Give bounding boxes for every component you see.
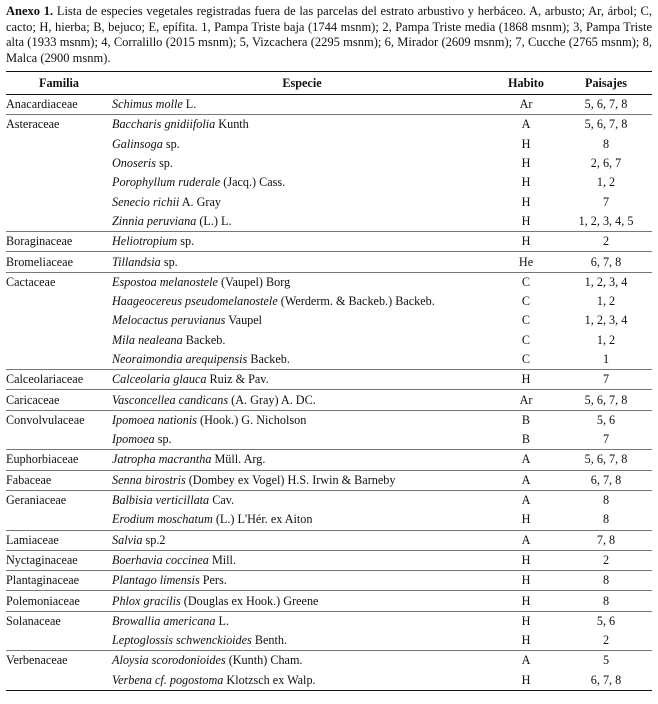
cell-especie [112,550,492,570]
cell-familia: Calceolariaceae [6,370,112,390]
cell-familia [6,510,112,530]
cell-especie [112,390,492,410]
cell-especie [112,490,492,510]
cell-especie [112,311,492,330]
species-authority: Cav. [209,493,235,508]
cell-paisajes: 8 [560,571,652,591]
cell-familia [6,154,112,173]
cell-habito: H [492,232,560,252]
header-especie: Especie [112,72,492,95]
cell-especie [112,571,492,591]
species-name: Senna birostris [112,472,186,487]
table-row [6,252,652,272]
cell-paisajes: 5, 6, 7, 8 [560,390,652,410]
cell-especie [112,173,492,192]
species-name: Calceolaria glauca [112,372,207,387]
cell-familia: Polemoniaceae [6,591,112,611]
cell-paisajes: 7, 8 [560,530,652,550]
table-row [6,173,652,192]
table-body [6,95,652,691]
species-name: Phlox gracilis [112,593,181,608]
cell-paisajes: 5, 6, 7, 8 [560,450,652,470]
cell-especie [112,651,492,671]
species-authority: Backeb. [182,332,226,347]
cell-especie [112,631,492,651]
species-name: Balbisia verticillata [112,493,210,508]
cell-habito: H [492,571,560,591]
cell-especie [112,135,492,154]
cell-habito: H [521,213,531,228]
cell-familia: Fabaceae [6,470,112,490]
table-row [6,611,652,631]
cell-especie [112,154,492,173]
cell-habito: B [521,432,531,447]
species-name: Boerhavia coccinea [112,552,209,567]
cell-habito: A [492,450,560,470]
cell-habito: Ar [492,95,560,115]
cell-especie [112,510,492,530]
header-habito: Habito [492,72,560,95]
table-row [6,311,652,330]
cell-habito: H [521,194,531,209]
species-name: Senecio richii [112,194,180,209]
cell-habito: A [492,530,560,550]
cell-familia [6,631,112,651]
species-name: Haageocereus pseudomelanostele [112,294,278,309]
cell-especie [112,430,492,450]
cell-habito: C [521,332,531,347]
cell-especie [112,115,492,135]
cell-paisajes: 7 [602,194,610,209]
table-row [6,232,652,252]
table-row [6,530,652,550]
cell-familia: Convolvulaceae [6,410,112,430]
cell-habito: A [492,651,560,671]
cell-habito: H [521,512,531,527]
species-name: Browallia americana [112,613,216,628]
caption-label: Anexo 1. [6,4,54,18]
table-row [6,470,652,490]
cell-familia: Boraginaceae [6,232,112,252]
table-header-row [6,72,652,95]
cell-especie [112,95,492,115]
species-authority: (L.) L'Hér. ex Aiton [212,512,313,527]
cell-familia: Solanaceae [6,611,112,631]
table-row [6,631,652,651]
cell-habito: H [521,175,531,190]
cell-habito: He [492,252,560,272]
cell-familia: Caricaceae [6,390,112,410]
cell-especie [112,410,492,430]
table-row [6,490,652,510]
species-authority: Klotzsch ex Walp. [223,672,316,687]
table-row [6,550,652,570]
species-authority: Benth. [251,633,288,648]
cell-especie [112,272,492,292]
cell-paisajes: 5 [560,651,652,671]
species-authority: (Kunth) Cham. [225,653,303,668]
cell-paisajes: 5, 6 [560,410,652,430]
table-row [6,450,652,470]
species-authority: Mill. [208,552,236,567]
species-authority: L. [215,613,230,628]
species-name: Erodium moschatum [112,512,213,527]
species-name: Ipomoea nationis [112,412,197,427]
table-row [6,430,652,450]
cell-especie [112,350,492,370]
species-authority: (Jacq.) Cass. [220,175,286,190]
cell-paisajes: 7 [602,432,610,447]
cell-familia: Verbenaceae [6,651,112,671]
table-row [6,212,652,232]
species-authority: Backeb. [247,352,290,366]
cell-habito: A [492,470,560,490]
cell-paisajes: 2 [560,550,652,570]
cell-paisajes: 1, 2, 3, 4 [584,313,628,328]
cell-habito: C [521,352,531,366]
cell-familia [6,350,112,370]
cell-paisajes: 1, 2 [596,294,616,309]
species-authority: Müll. Arg. [211,452,266,467]
table-caption [6,4,652,66]
table-row [6,591,652,611]
cell-paisajes: 1 [602,352,610,366]
species-name: Tillandsia [112,254,161,269]
species-name: Heliotropium [112,234,178,249]
cell-habito: H [521,156,531,171]
cell-especie [112,591,492,611]
species-authority: (Dombey ex Vogel) H.S. Irwin & Barneby [185,472,396,487]
species-name: Schimus molle [112,97,183,112]
cell-familia: Cactaceae [6,272,112,292]
species-authority: Kunth [215,117,249,132]
table-row [6,331,652,350]
species-name: Mila nealeana [112,332,183,347]
cell-familia: Nyctaginaceae [6,550,112,570]
table-row [6,651,652,671]
cell-familia [6,173,112,192]
cell-especie [112,292,492,311]
cell-especie [112,331,492,350]
cell-paisajes: 5, 6, 7, 8 [560,115,652,135]
cell-paisajes: 2 [560,232,652,252]
species-authority: sp. [156,156,173,171]
cell-familia: Bromeliaceae [6,252,112,272]
cell-especie [112,192,492,211]
cell-familia [6,212,112,232]
cell-paisajes: 8 [602,512,610,527]
cell-especie [112,212,492,232]
cell-habito: C [492,272,560,292]
species-authority: sp. [154,432,172,447]
cell-paisajes: 6, 7, 8 [560,252,652,272]
cell-familia [6,192,112,211]
species-name: Porophyllum ruderale [112,175,221,190]
species-name: Verbena cf. pogostoma [112,672,224,687]
table-row [6,95,652,115]
species-name: Salvia [112,532,143,547]
cell-familia [6,135,112,154]
cell-familia [6,292,112,311]
species-name: Plantago limensis [112,573,200,588]
table-row [6,292,652,311]
table-row [6,410,652,430]
species-name: Baccharis gnidiifolia [112,117,216,132]
cell-paisajes: 1, 2, 3, 4 [560,272,652,292]
cell-habito: B [492,410,560,430]
table-row [6,192,652,211]
cell-habito: H [492,611,560,631]
cell-habito: H [521,633,531,648]
species-authority: (A. Gray) A. DC. [228,392,316,407]
cell-especie [112,252,492,272]
cell-paisajes: 6, 7, 8 [560,470,652,490]
species-authority: sp. [162,136,180,151]
cell-especie [112,671,492,691]
table-row [6,370,652,390]
species-name: Neoraimondia arequipensis [112,352,248,366]
cell-habito: A [492,490,560,510]
cell-habito: A [492,115,560,135]
species-authority: (L.) L. [196,213,232,228]
species-authority: (Douglas ex Hook.) Greene [180,593,319,608]
cell-habito: H [492,591,560,611]
species-authority: (Vaupel) Borg [217,274,291,289]
table-row [6,350,652,370]
cell-especie [112,370,492,390]
cell-familia: Lamiaceae [6,530,112,550]
cell-paisajes: 1, 2 [596,332,616,347]
cell-paisajes: 2 [602,633,610,648]
species-name: Melocactus peruvianus [112,313,226,328]
cell-habito: H [492,370,560,390]
cell-habito: C [521,294,531,309]
cell-habito: C [521,313,531,328]
species-authority: L. [182,97,197,112]
cell-habito: H [521,136,531,151]
cell-especie [112,530,492,550]
species-authority: A. Gray [179,194,221,209]
species-name: Aloysia scorodonioides [112,653,226,668]
table-row [6,115,652,135]
cell-habito: H [492,550,560,570]
cell-especie [112,470,492,490]
cell-especie [112,611,492,631]
species-table [6,71,652,691]
cell-especie [112,232,492,252]
species-name: Jatropha macrantha [112,452,212,467]
species-authority: Ruiz & Pav. [206,372,269,387]
cell-paisajes: 5, 6 [560,611,652,631]
table-row [6,272,652,292]
cell-paisajes: 1, 2 [596,175,616,190]
species-authority: sp. [160,254,178,269]
species-name: Galinsoga [112,136,163,151]
table-row [6,671,652,691]
table-row [6,154,652,173]
species-authority: sp. [177,234,195,249]
table-row [6,135,652,154]
species-authority: Vaupel [225,313,263,328]
species-authority: sp.2 [142,532,166,547]
cell-familia: Geraniaceae [6,490,112,510]
cell-paisajes: 8 [560,490,652,510]
cell-especie [112,450,492,470]
species-authority: (Hook.) G. Nicholson [196,412,307,427]
species-name: Leptoglossis schwenckioides [112,633,252,648]
species-name: Ipomoea [112,432,155,447]
cell-paisajes: 8 [560,591,652,611]
cell-paisajes: 6, 7, 8 [560,671,652,691]
header-familia: Familia [6,72,112,95]
species-name: Espostoa melanostele [112,274,218,289]
cell-familia: Euphorbiaceae [6,450,112,470]
species-authority: (Werderm. & Backeb.) Backeb. [277,294,435,309]
caption-text: Lista de especies vegetales registradas fuera de las parcelas del estrato arbustivo y herbáceo. A, arbusto; Ar, árbol; C, cacto; H, hierba; B, bejuco; E, epífita. 1, Pampa Triste baja (1744 msnm); 2, Pampa Triste media (1868 msnm); 3, Pampa Triste alta (1933 msnm); 4, Corralillo (2015 msnm); 5, Vizcachera (2295 msnm); 6, Mirador (2609 msnm); 7, Cucche (2765 msnm); 8, Malca (2900 msnm). [6,4,652,65]
species-authority: Pers. [199,573,227,588]
cell-familia: Plantaginaceae [6,571,112,591]
cell-familia: Asteraceae [6,115,112,135]
table-row [6,571,652,591]
cell-paisajes: 8 [602,136,610,151]
cell-paisajes: 2, 6, 7 [590,156,622,171]
cell-familia [6,311,112,330]
cell-familia [6,671,112,691]
header-paisajes: Paisajes [560,72,652,95]
cell-familia [6,331,112,350]
cell-familia [6,430,112,450]
table-row [6,510,652,530]
species-name: Zinnia peruviana [112,213,197,228]
cell-habito: H [492,671,560,691]
species-name: Vasconcellea candicans [112,392,229,407]
cell-paisajes: 7 [560,370,652,390]
species-name: Onoseris [112,156,157,171]
table-row [6,390,652,410]
cell-habito: Ar [492,390,560,410]
cell-paisajes: 1, 2, 3, 4, 5 [578,213,634,228]
cell-familia: Anacardiaceae [6,95,112,115]
cell-paisajes: 5, 6, 7, 8 [560,95,652,115]
